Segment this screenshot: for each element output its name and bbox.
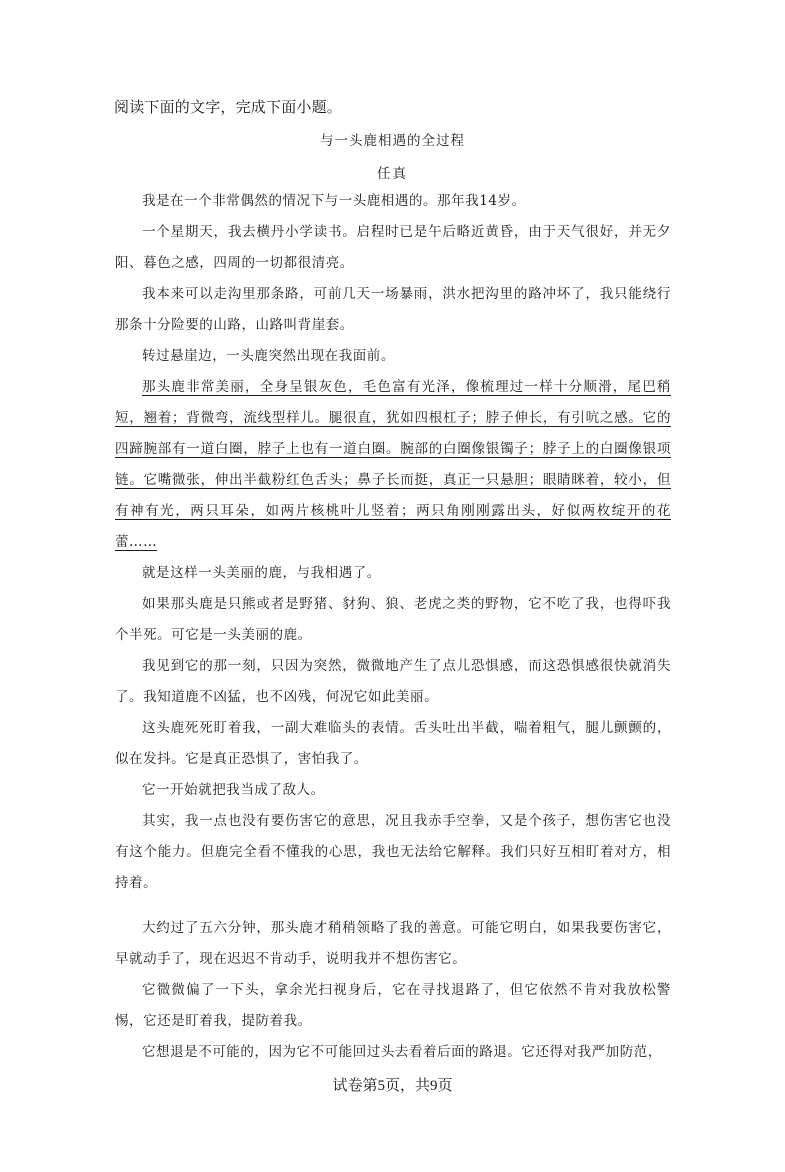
article-body [115,186,671,1068]
paragraph-14: 它想退是不可能的，因为它不可能回过头去看着后面的路退。它还得对我严加防范， [142,1044,662,1060]
paragraph-2: 一个星期天，我去横丹小学读书。启程时已是午后略近黄昏，由于天气很好，并无夕阳、暮色之感，四周的一切都很清亮。 [115,224,671,271]
underlined-deer-description: 那头鹿非常美丽，全身呈银灰色，毛色富有光泽，像梳理过一样十分顺滑，尾巴稍短，翘着；背微弯，流线型样儿。腿很直，犹如四根杠子；脖子伸长，有引吭之感。它的四蹄腕部有一道白圈，脖子上也有一道白圈。腕部的白圈像银镯子；脖子上的白圈像银项链。它嘴微张，伸出半截粉红色舌头；鼻子长而挺，真正一只悬胆；眼睛眯着，较小，但有神有光，两只耳朵，如两片核桃叶儿竖着；两只角刚刚露出头，好似两枚绽开的花蕾…… [115,379,671,550]
paragraph-10: 它一开始就把我当成了敌人。 [142,782,325,798]
article-author: 任真 [377,166,408,182]
paragraph-4: 转过悬崖边，一头鹿突然出现在我面前。 [142,348,395,364]
page-footer: 试卷第5页，共9页 [332,1078,453,1094]
paragraph-13: 它微微偏了一下头，拿余光扫视身后，它在寻找退路了，但它依然不肯对我放松警惕，它还是盯着我，提防着我。 [115,982,671,1029]
paragraph-9: 这头鹿死死盯着我，一副大难临头的表情。舌头吐出半截，喘着粗气，腿儿颤颤的，似在发抖。它是真正恐惧了，害怕我了。 [115,720,671,767]
paragraph-8: 我见到它的那一刻，只因为突然，微微地产生了点儿恐惧感，而这恐惧感很快就消失了。我知道鹿不凶猛，也不凶残，何况它如此美丽。 [115,658,671,705]
paragraph-12: 大约过了五六分钟，那头鹿才稍稍领略了我的善意。可能它明白，如果我要伤害它，早就动手了，现在迟迟不肯动手，说明我并不想伤害它。 [115,920,671,967]
article-title: 与一头鹿相遇的全过程 [320,133,465,149]
paragraph-6: 就是这样一头美丽的鹿，与我相遇了。 [142,565,381,581]
paragraph-5-underlined [115,372,671,558]
paragraph-7: 如果那头鹿是只熊或者是野猪、豺狗、狼、老虎之类的野物，它不吃了我，也得吓我个半死。可它是一头美丽的鹿。 [115,596,671,643]
paragraph-1: 我是在一个非常偶然的情况下与一头鹿相遇的。那年我14岁。 [142,193,526,209]
paragraph-3: 我本来可以走沟里那条路，可前几天一场暴雨，洪水把沟里的路冲坏了，我只能绕行那条十分险要的山路，山路叫背崖套。 [115,286,671,333]
question-instruction: 阅读下面的文字，完成下面小题。 [114,98,343,116]
paragraph-11: 其实，我一点也没有要伤害它的意思，况且我赤手空拳，又是个孩子，想伤害它也没有这个能力。但鹿完全看不懂我的心思，我也无法给它解释。我们只好互相盯着对方，相持着。 [115,813,671,891]
